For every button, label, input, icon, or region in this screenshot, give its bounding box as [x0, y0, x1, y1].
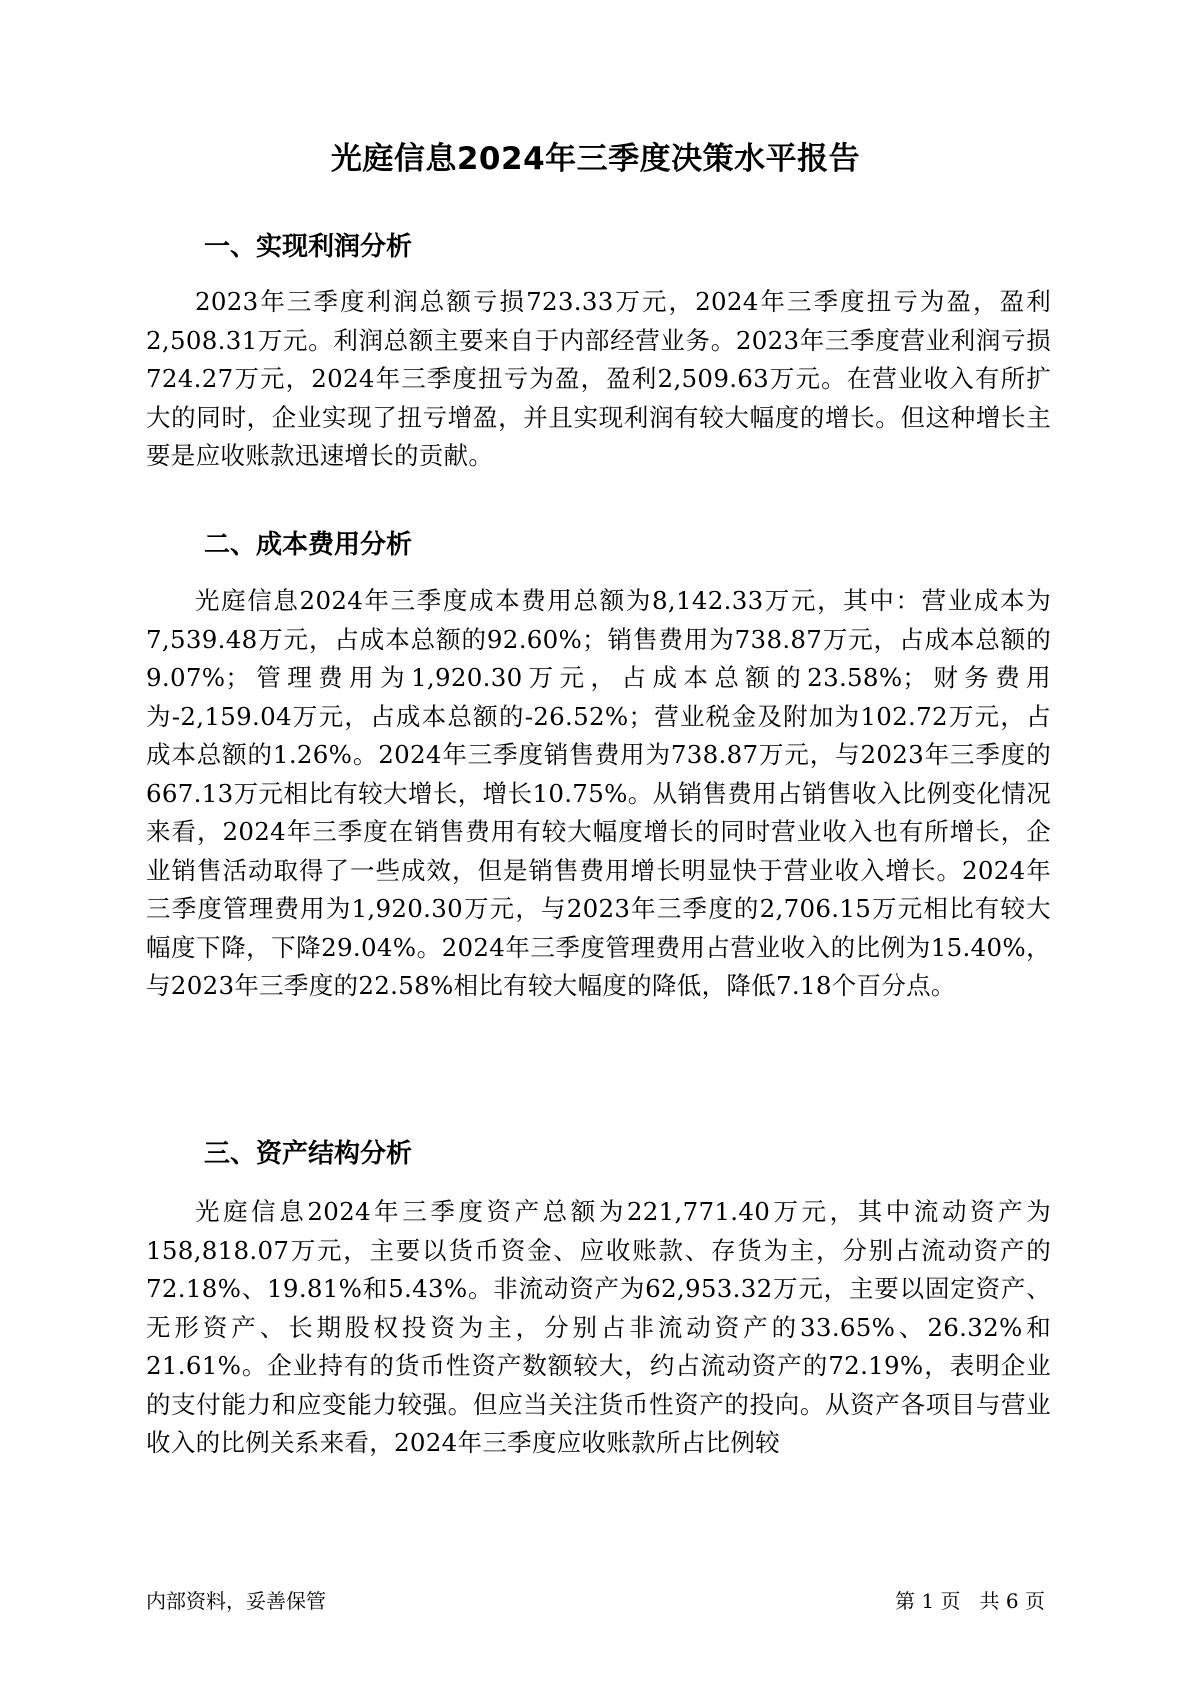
- footer-confidential-note: 内部资料，妥善保管: [146, 1589, 326, 1613]
- footer-page-number: 第 1 页 共 6 页: [895, 1589, 1045, 1613]
- page-title: 光庭信息2024年三季度决策水平报告: [330, 141, 861, 177]
- section-body-assets: 光庭信息2024年三季度资产总额为221,771.40万元，其中流动资产为158,818.07万元，主要以货币资金、应收账款、存货为主，分别占流动资产的72.18%、19.81%和5.43%。非流动资产为62,953.32万元，主要以固定资产、无形资产、长期股权投资为主，分别占非流动资产的33.65%、26.32%和21.61%。企业持有的货币性资产数额较大，约占流动资产的72.19%，表明企业的支付能力和应变能力较强。但应当关注货币性资产的投向。从资产各项目与营业收入的比例关系来看，2024年三季度应收账款所占比例较: [146, 1197, 1051, 1457]
- section-heading-cost: 二、成本费用分析: [204, 530, 413, 560]
- section-body-profit: 2023年三季度利润总额亏损723.33万元，2024年三季度扭亏为盈，盈利2,508.31万元。利润总额主要来自于内部经营业务。2023年三季度营业利润亏损724.27万元，2024年三季度扭亏为盈，盈利2,509.63万元。在营业收入有所扩大的同时，企业实现了扭亏增盈，并且实现利润有较大幅度的增长。但这种增长主要是应收账款迅速增长的贡献。: [146, 287, 1051, 470]
- section-body-cost: 光庭信息2024年三季度成本费用总额为8,142.33万元，其中：营业成本为7,539.48万元，占成本总额的92.60%；销售费用为738.87万元，占成本总额的9.07%；管理费用为1,920.30万元，占成本总额的23.58%；财务费用为-2,159.04万元，占成本总额的-26.52%；营业税金及附加为102.72万元，占成本总额的1.26%。2024年三季度销售费用为738.87万元，与2023年三季度的667.13万元相比有较大增长，增长10.75%。从销售费用占销售收入比例变化情况来看，2024年三季度在销售费用有较大幅度增长的同时营业收入也有所增长，企业销售活动取得了一些成效，但是销售费用增长明显快于营业收入增长。2024年三季度管理费用为1,920.30万元，与2023年三季度的2,706.15万元相比有较大幅度下降，下降29.04%。2024年三季度管理费用占营业收入的比例为15.40%，与2023年三季度的22.58%相比有较大幅度的降低，降低7.18个百分点。: [146, 586, 1051, 1000]
- section-heading-assets: 三、资产结构分析: [204, 1139, 413, 1169]
- section-heading-profit: 一、实现利润分析: [204, 232, 413, 262]
